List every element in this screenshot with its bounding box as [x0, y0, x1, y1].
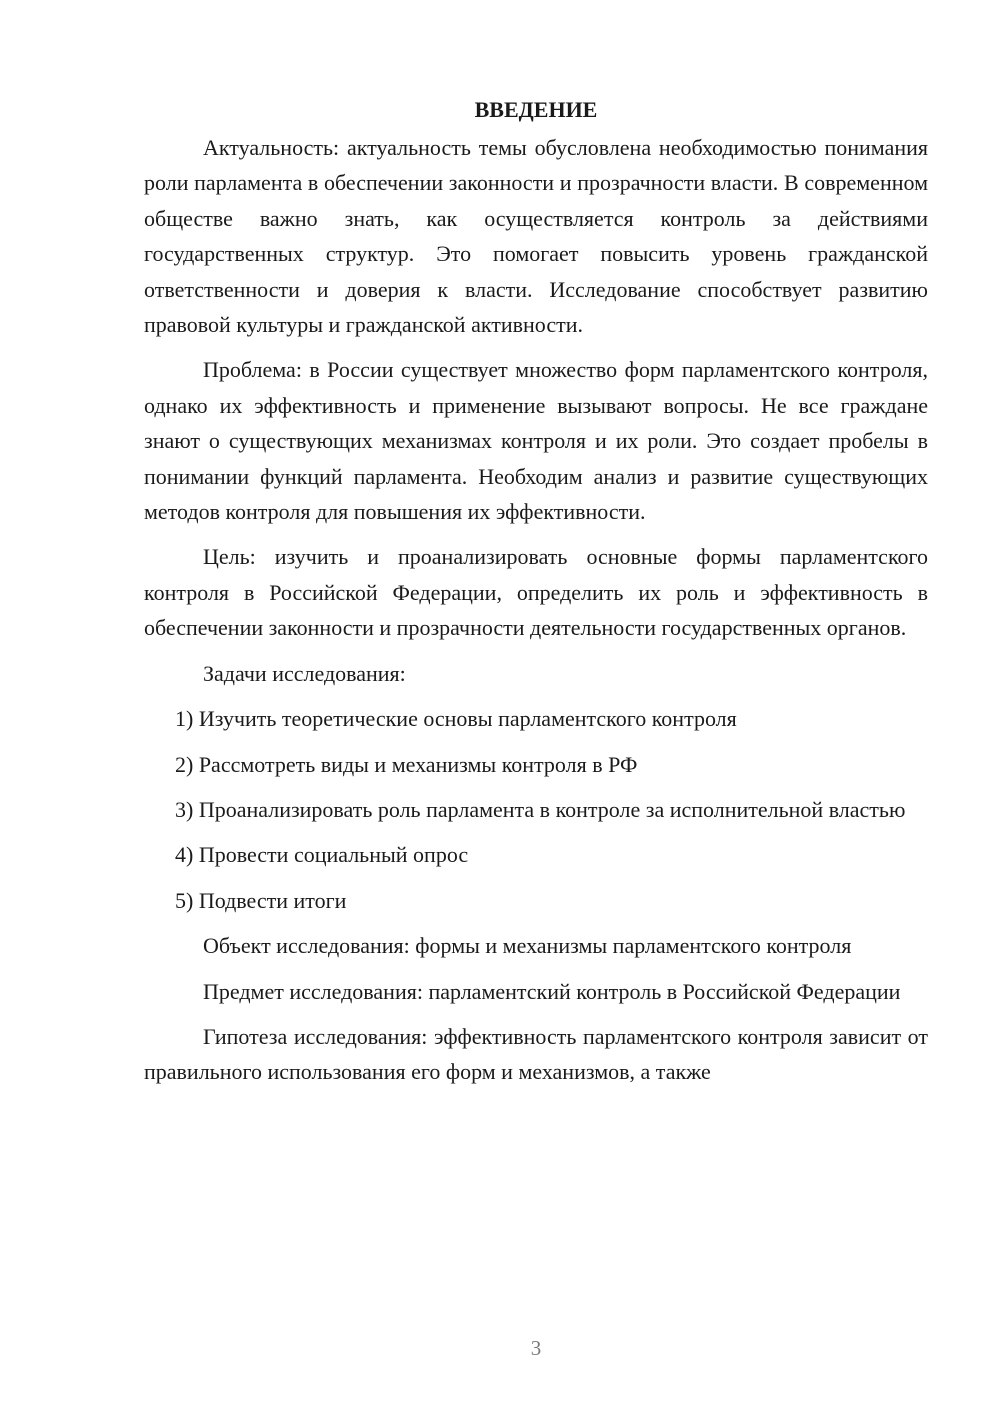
task-item-4: 4) Провести социальный опрос: [175, 842, 469, 868]
paragraph-subject: Предмет исследования: парламентский контроль в Российской Федерации: [203, 978, 901, 1004]
task-item-3: 3) Проанализировать роль парламента в контроле за исполнительной властью: [175, 796, 906, 822]
paragraph-hypothesis: Гипотеза исследования: эффективность парламентского контроля зависит от правильного использования его форм и механизмов, а также: [144, 1023, 928, 1085]
section-heading: ВВЕДЕНИЕ: [474, 97, 598, 122]
task-item-5: 5) Подвести итоги: [175, 887, 347, 913]
paragraph-problem: Проблема: в России существует множество форм парламентского контроля, однако их эффективность и применение вызывают вопросы. Не все граждане знают о существующих механизмах контроля и их роли. Это создает пробелы в понимании функций парламента. Необходим анализ и развитие существующих методов контроля для повышения их эффективности.: [144, 357, 928, 525]
page-content: [144, 92, 928, 1100]
paragraph-relevance: Актуальность: актуальность темы обусловлена необходимостью понимания роли парламента в обеспечении законности и прозрачности власти. В современном обществе важно знать, как осуществляется контроль за действиями государственных структур. Это помогает повысить уровень гражданской ответственности и доверия к власти. Исследование способствует развитию правовой культуры и гражданской активности.: [144, 135, 928, 338]
paragraph-goal: Цель: изучить и проанализировать основные формы парламентского контроля в Российской Федерации, определить их роль и эффективность в обеспечении законности и прозрачности деятельности государственных органов.: [144, 544, 928, 641]
task-item-2: 2) Рассмотреть виды и механизмы контроля в РФ: [175, 751, 638, 777]
paragraph-object: Объект исследования: формы и механизмы парламентского контроля: [203, 933, 852, 959]
task-item-1: 1) Изучить теоретические основы парламентского контроля: [175, 706, 737, 732]
page-number: 3: [530, 1336, 542, 1360]
paragraph-tasks-intro: Задачи исследования:: [203, 660, 406, 686]
